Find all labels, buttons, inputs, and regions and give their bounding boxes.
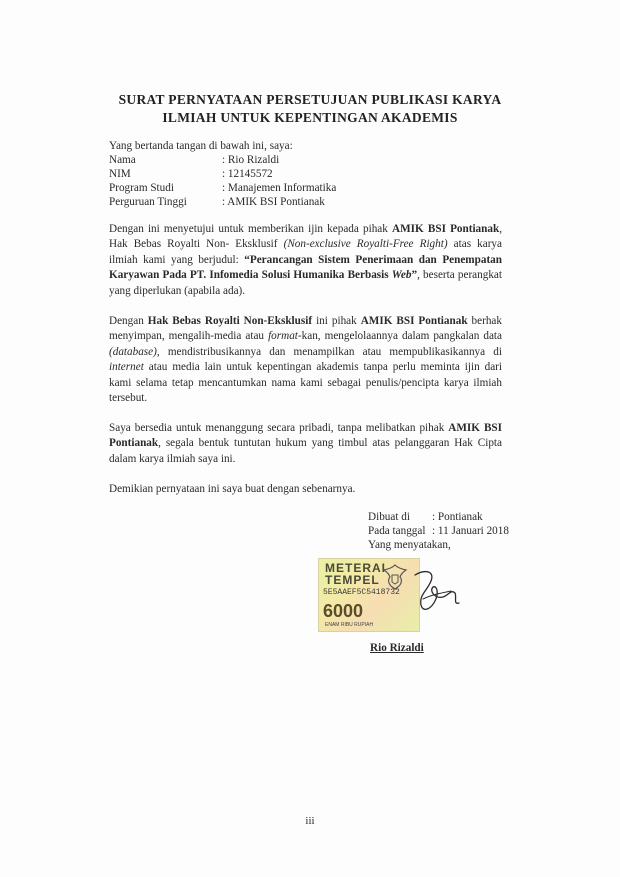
stamp-amount: 6000 <box>323 601 364 621</box>
document-title-line1: SURAT PERNYATAAN PERSETUJUAN PUBLIKASI KARYA <box>118 92 502 107</box>
declarant-label: Yang menyatakan, <box>368 539 451 551</box>
signatory-name: Rio Rizaldi <box>370 642 424 654</box>
closing-statement: Demikian pernyataan ini saya buat dengan sebenarnya. <box>109 483 356 495</box>
handwritten-signature <box>395 565 465 620</box>
stamp-text-line2: TEMPEL <box>325 573 380 587</box>
stamp-text-line1: METERAI <box>325 561 386 575</box>
field-value-prodi: : Manajemen Informatika <box>222 182 337 194</box>
paragraph-rights: Dengan Hak Bebas Royalti Non-Eksklusif ini pihak AMIK BSI Pontianak berhak menyimpan, mengalih-media atau format-kan, mengelolaannya dalam pangkalan data (database), mendistribusikannya dan menampilkan atau mempublikasikannya di internet atau media lain untuk kepentingan akademis tanpa perlu meminta ijin dari kami selama tetap mencantumkan nama kami sebagai penulis/pencipta karya ilmiah tersebut. <box>109 315 502 405</box>
date-label: Pada tanggal <box>368 525 426 537</box>
place-label: Dibuat di <box>368 511 410 523</box>
date-value: : 11 Januari 2018 <box>432 525 509 537</box>
stamp-caption: ENAM RIBU RUPIAH <box>325 622 374 628</box>
document-title-line2: ILMIAH UNTUK KEPENTINGAN AKADEMIS <box>162 110 458 125</box>
page-number: iii <box>305 815 315 827</box>
field-label-prodi: Program Studi <box>109 182 174 194</box>
field-value-pt: : AMIK BSI Pontianak <box>222 196 325 208</box>
field-label-nama: Nama <box>109 154 136 166</box>
field-value-nama: : Rio Rizaldi <box>222 154 280 166</box>
place-value: : Pontianak <box>432 511 483 523</box>
stamp-serial: 5E5AAEF5C5418732 <box>323 588 400 597</box>
field-label-nim: NIM <box>109 168 131 180</box>
field-value-nim: : 12145572 <box>222 168 273 180</box>
intro-text: Yang bertanda tangan di bawah ini, saya: <box>109 140 293 152</box>
paragraph-consent: Dengan ini menyetujui untuk memberikan ijin kepada pihak AMIK BSI Pontianak, Hak Bebas Royalti Non- Eksklusif (Non-exclusive Royalti-Free Right) atas karya ilmiah kami yang berjudul: “Perancangan Sistem Penerimaan dan Penempatan Karyawan Pada PT. Infomedia Solusi Humanika Berbasis Web”, beserta perangkat yang diperlukan (apabila ada). <box>109 223 502 297</box>
paragraph-liability: Saya bersedia untuk menanggung secara pribadi, tanpa melibatkan pihak AMIK BSI Pontianak, segala bentuk tuntutan hukum yang timbul atas pelanggaran Hak Cipta dalam karya ilmiah saya ini. <box>109 422 502 465</box>
field-label-pt: Perguruan Tinggi <box>109 196 187 208</box>
